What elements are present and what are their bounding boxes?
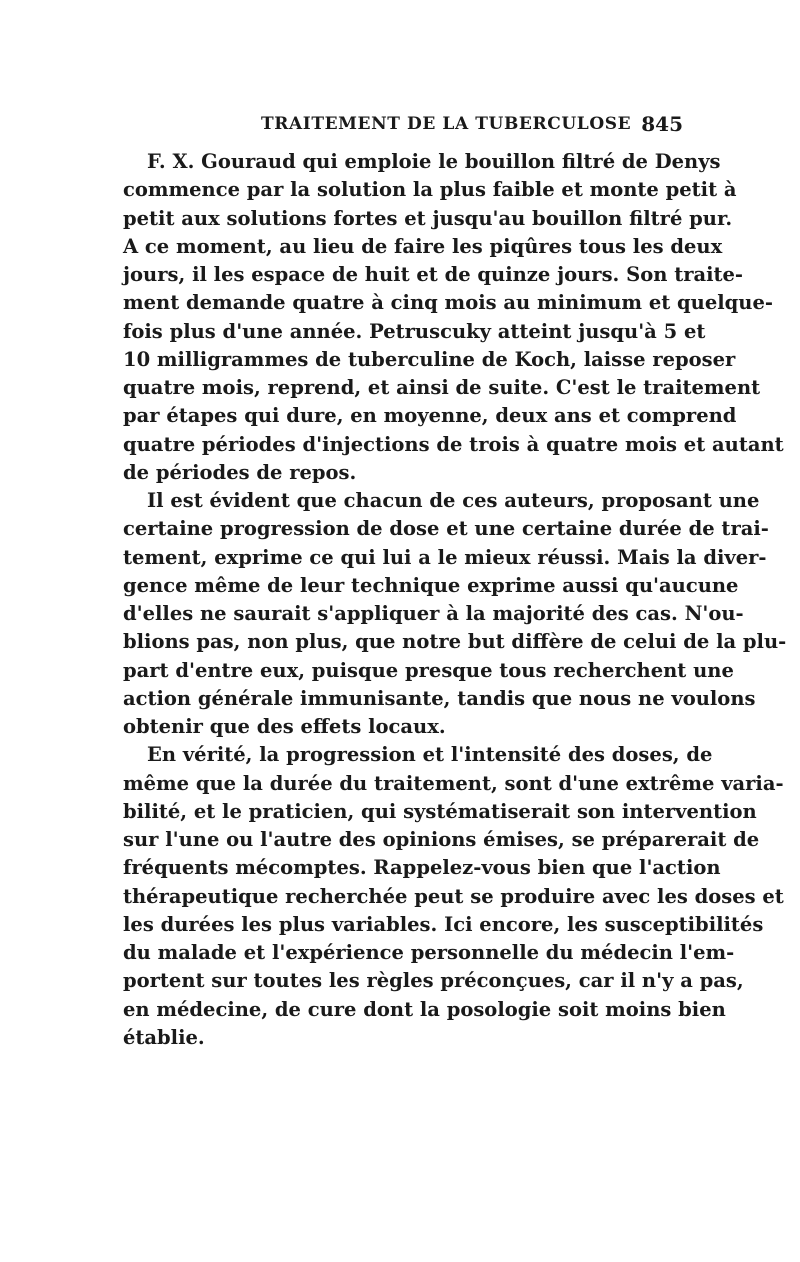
text-line: bilité, et le praticien, qui systématiserait son intervention (123, 799, 757, 823)
text-line: certaine progression de dose et une certaine durée de trai- (123, 517, 769, 541)
text-line: quatre mois, reprend, et ainsi de suite. C'est le traitement (123, 376, 761, 399)
text-line: tement, exprime ce qui lui a le mieux réussi. Mais la diver- (123, 545, 767, 569)
text-line: 10 milligrammes de tuberculine de Koch, laisse reposer (123, 347, 736, 371)
paragraph-1 (123, 148, 784, 487)
text-line: d'elles ne saurait s'appliquer à la majorité des cas. N'ou- (123, 602, 744, 625)
text-line: fois plus d'une année. Petruscuky atteint jusqu'à 5 et (123, 319, 706, 343)
text-line: sur l'une ou l'autre des opinions émises, se préparerait de (123, 828, 760, 851)
text-line: F. X. Gouraud qui emploie le bouillon filtré de Denys (147, 150, 721, 173)
text-line: commence par la solution la plus faible et monte petit à (123, 178, 737, 202)
text-line: jours, il les espace de huit et de quinze jours. Son traite- (123, 263, 744, 286)
text-line: ment demande quatre à cinq mois au minimum et quelque- (123, 291, 773, 315)
text-line: fréquents mécomptes. Rappelez-vous bien que l'action (123, 856, 721, 880)
text-line: blions pas, non plus, que notre but diffère de celui de la plu- (123, 630, 787, 654)
text-line: obtenir que des effets locaux. (123, 715, 446, 738)
text-line: même que la durée du traitement, sont d'une extrême varia- (123, 771, 784, 795)
text-line: Il est évident que chacun de ces auteurs, proposant une (147, 489, 760, 512)
text-line: par étapes qui dure, en moyenne, deux ans et comprend (123, 404, 737, 428)
running-title: TRAITEMENT DE LA TUBERCULOSE (261, 114, 632, 134)
text-line: gence même de leur technique exprime aussi qu'aucune (123, 573, 739, 597)
text-line: action générale immunisante, tandis que nous ne voulons (123, 686, 756, 710)
text-line: quatre périodes d'injections de trois à quatre mois et autant (123, 432, 784, 456)
running-header (123, 114, 683, 144)
text-line: en médecine, de cure dont la posologie soit moins bien (123, 997, 726, 1021)
text-line: part d'entre eux, puisque presque tous recherchent une (123, 658, 734, 682)
text-line: portent sur toutes les règles préconçues, car il n'y a pas, (123, 969, 744, 993)
body-text (123, 148, 787, 1052)
text-line: A ce moment, au lieu de faire les piqûres tous les deux (123, 234, 723, 258)
page-number: 845 (641, 112, 683, 136)
text-line: du malade et l'expérience personnelle du médecin l'em- (123, 941, 735, 964)
text-line: petit aux solutions fortes et jusqu'au bouillon filtré pur. (123, 206, 733, 230)
text-line: En vérité, la progression et l'intensité des doses, de (147, 743, 713, 767)
text-line: les durées les plus variables. Ici encore, les susceptibilités (123, 912, 764, 936)
paragraph-2 (123, 487, 787, 741)
text-line: de périodes de repos. (123, 460, 357, 484)
text-line: thérapeutique recherchée peut se produire avec les doses et (123, 884, 784, 908)
paragraph-3 (123, 741, 784, 1052)
text-line: établie. (123, 1025, 205, 1049)
